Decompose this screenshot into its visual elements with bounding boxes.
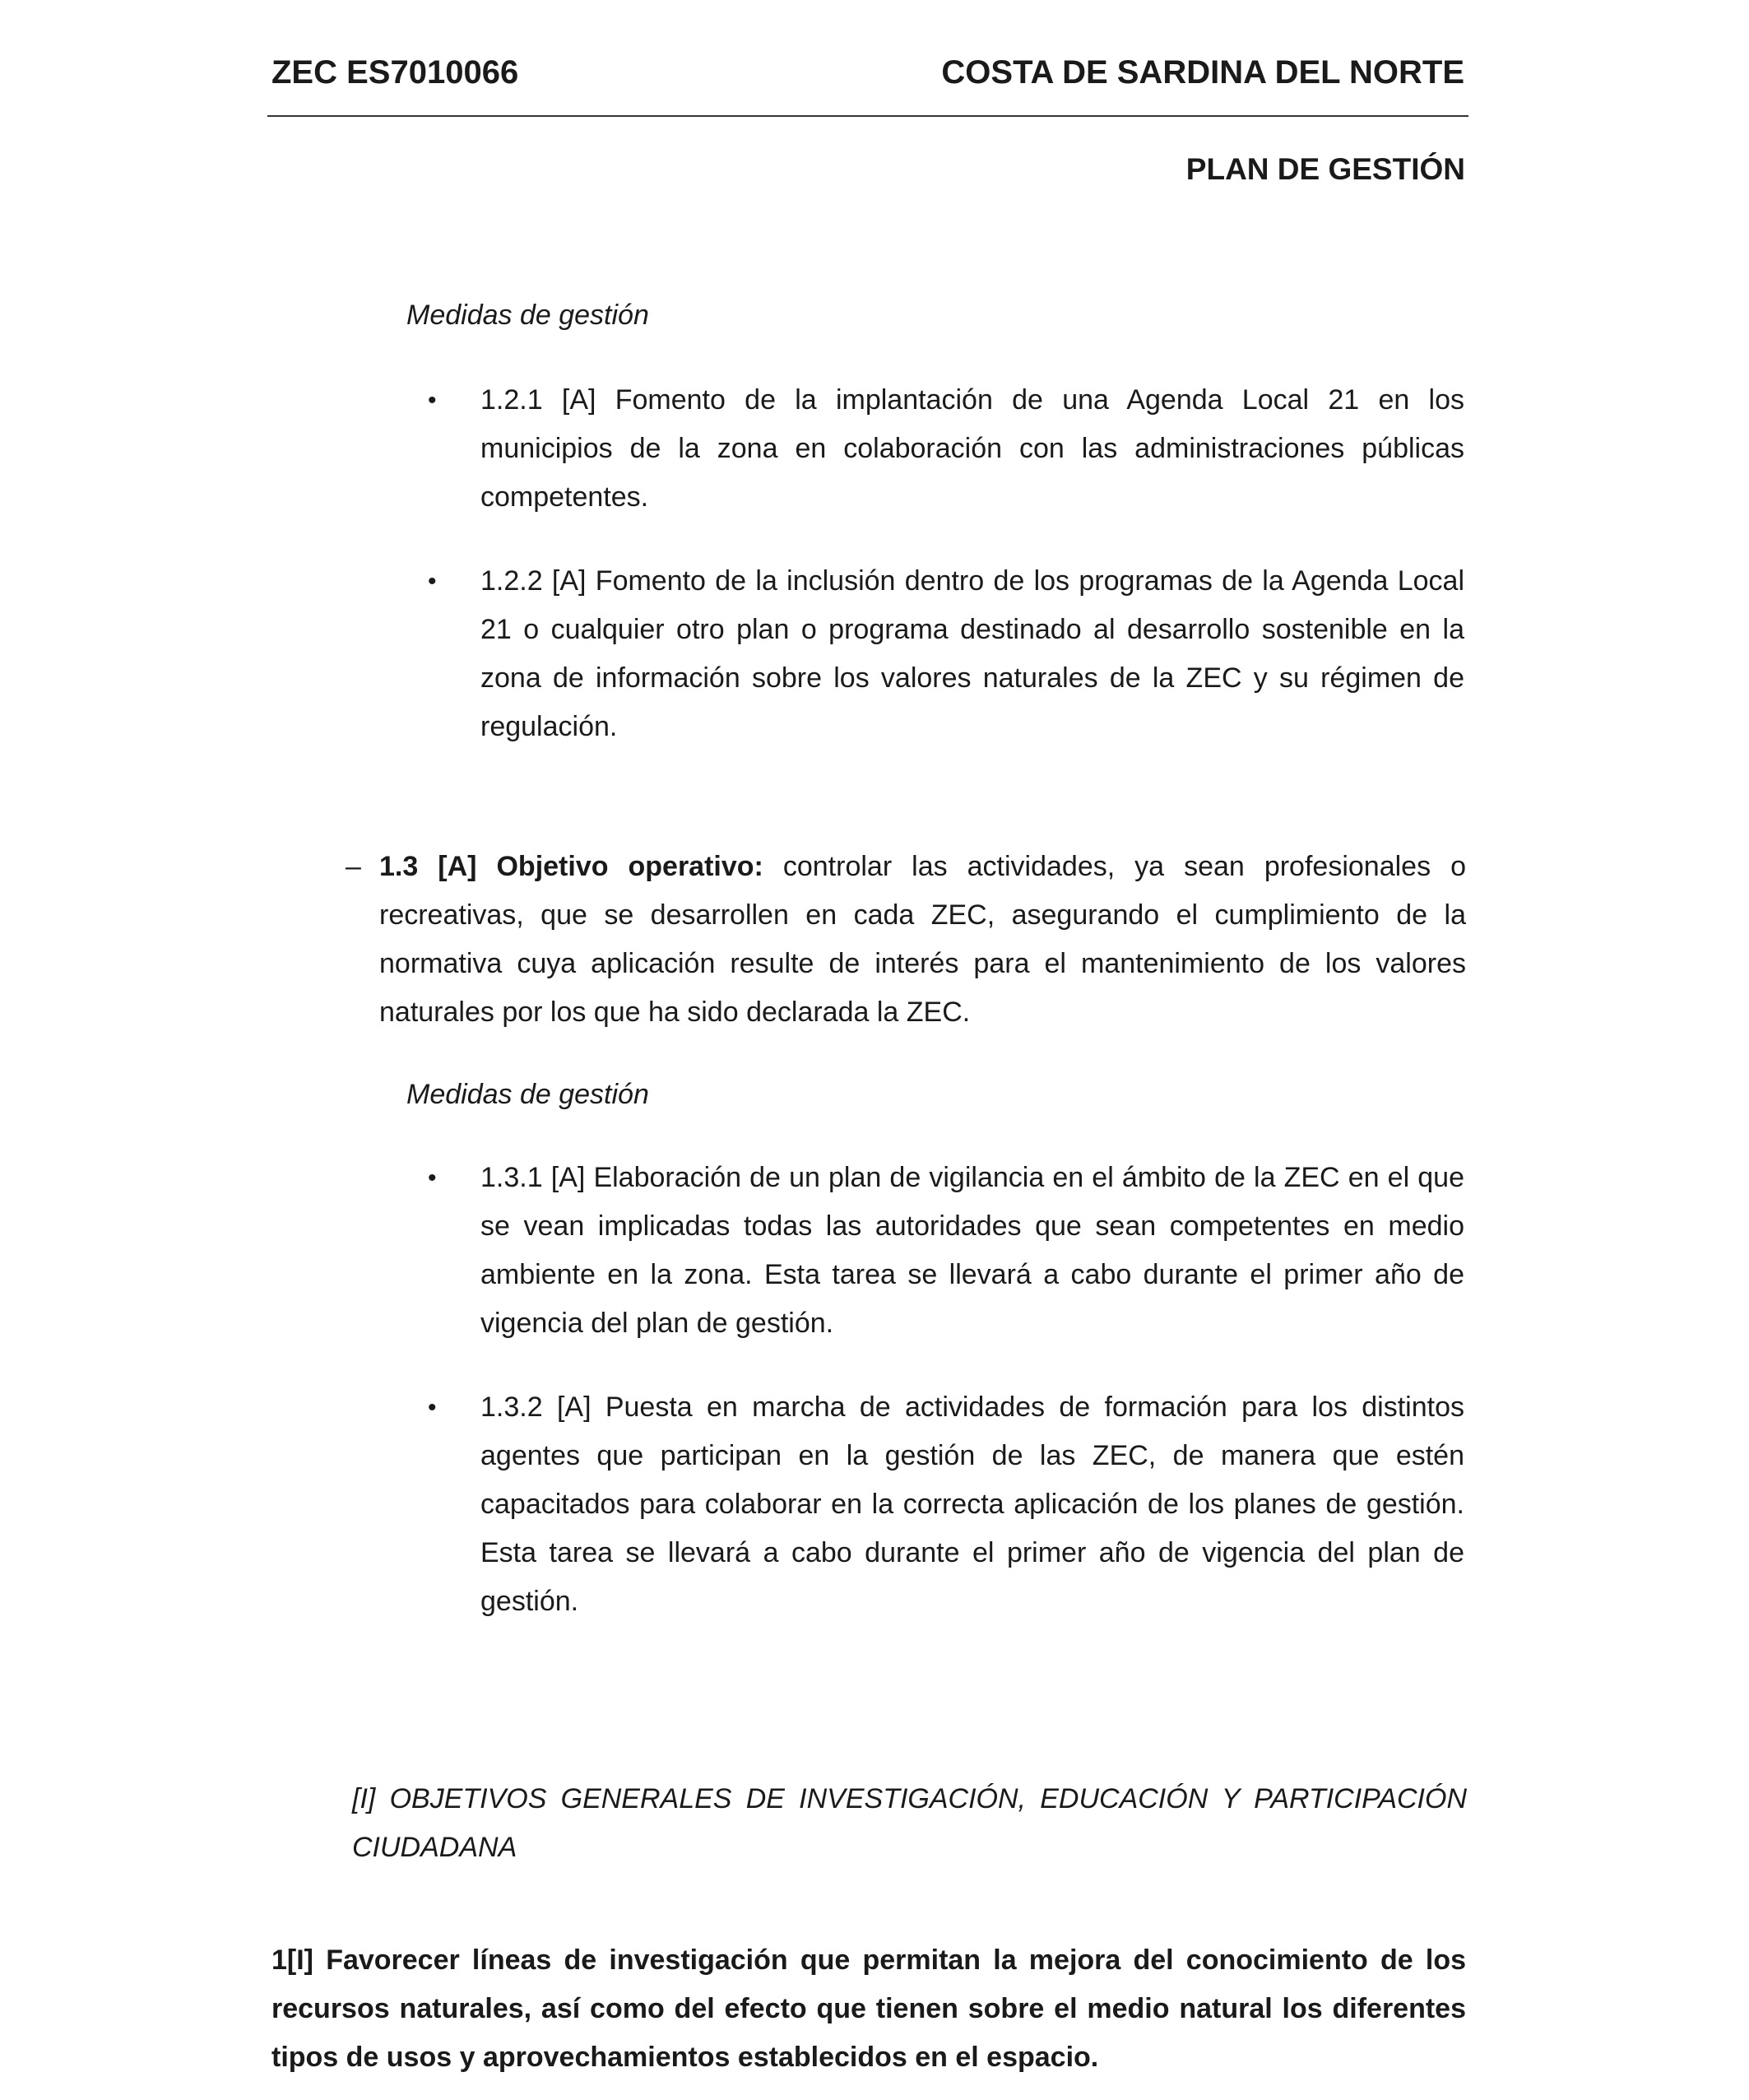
measure-item [420,1154,1464,1348]
measure-text: 1.2.2 [A] Fomento de la inclusión dentro de los programas de la Agenda Local 21 o cualquier otro plan o programa destinado al desarrollo sostenible en la zona de información sobre los valores naturales de la ZEC y su régimen de regulación. [480,565,1464,742]
page-header [267,48,1468,97]
objective-lead: 1.3 [A] Objetivo operativo: [379,851,763,882]
objective-paragraph [379,843,1466,1037]
measure-text: 1.3.2 [A] Puesta en marcha de actividades de formación para los distintos agentes que participan en la gestión de las ZEC, de manera que estén capacitados para colaborar en la correcta aplicación de los planes de gestión. Esta tarea se llevará a cabo durante el primer año de vigencia del plan de gestión. [480,1391,1464,1617]
dash-icon: – [346,851,361,882]
measure-item [420,557,1464,751]
measures-heading: Medidas de gestión [406,300,649,331]
general-goal: 1[I] Favorecer líneas de investigación que permitan la mejora del conocimiento de los recursos naturales, así como del efecto que tienen sobre el medio natural los diferentes tipos de usos y aprovechamientos establecidos en el espacio. [271,1944,1466,2073]
general-objectives-heading: [I] OBJETIVOS GENERALES DE INVESTIGACIÓN, EDUCACIÓN Y PARTICIPACIÓN CIUDADANA [352,1783,1467,1863]
header-divider [267,115,1468,117]
bullet-icon: • [428,1394,437,1421]
operational-objective [346,843,1466,1037]
site-code: ZEC ES7010066 [271,54,519,91]
objective-body: controlar las actividades, ya sean profesionales o recreativas, que se desarrollen en cada ZEC, asegurando el cumplimiento de la normativa cuya aplicación resulte de interés para el mantenimiento de los valores naturales por los que ha sido declarada la ZEC. [379,851,1466,1028]
bullet-icon: • [428,568,437,595]
bullet-icon: • [428,387,437,414]
bullet-icon: • [428,1164,437,1192]
measures-heading: Medidas de gestión [406,1079,649,1110]
measure-item [420,376,1464,522]
document-subtitle: PLAN DE GESTIÓN [1185,152,1465,186]
site-name: COSTA DE SARDINA DEL NORTE [941,54,1464,91]
measure-text: 1.3.1 [A] Elaboración de un plan de vigilancia en el ámbito de la ZEC en el que se vean implicadas todas las autoridades que sean competentes en medio ambiente en la zona. Esta tarea se llevará a cabo durante el primer año de vigencia del plan de gestión. [480,1162,1464,1339]
measure-text: 1.2.1 [A] Fomento de la implantación de una Agenda Local 21 en los municipios de la zona en colaboración con las administraciones públicas competentes. [480,384,1464,513]
measure-item [420,1383,1464,1626]
